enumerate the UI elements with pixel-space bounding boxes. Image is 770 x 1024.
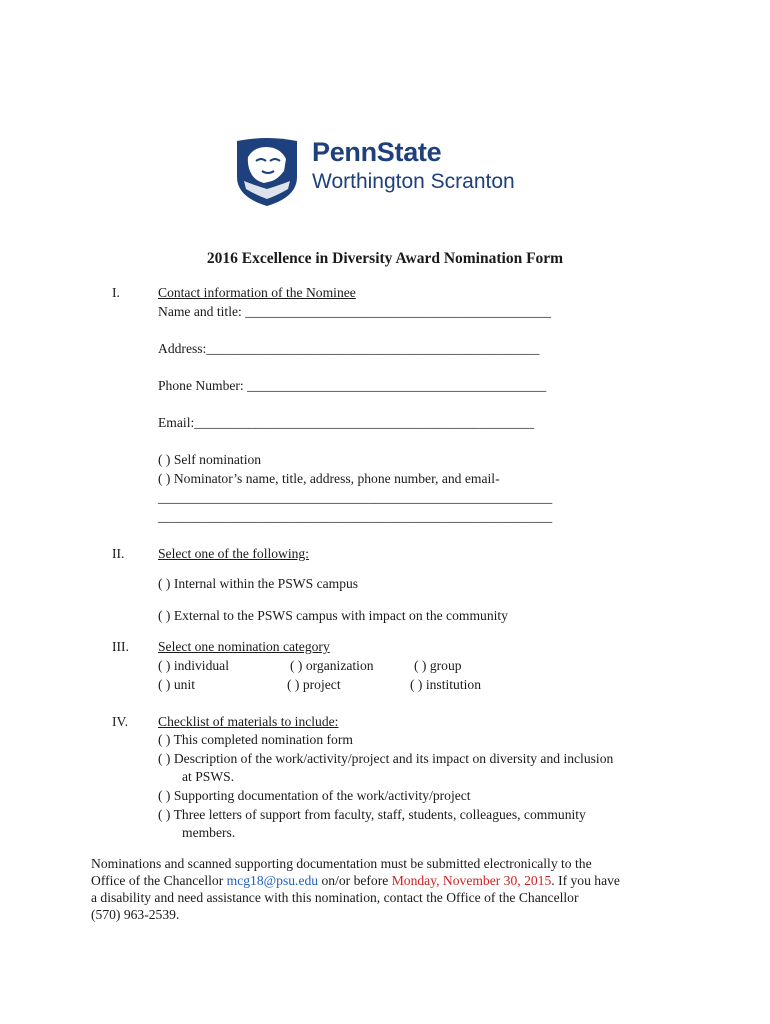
instructions-line-3: a disability and need assistance with this nomination, contact the Office of the Chancellor	[91, 890, 579, 905]
penn-state-logo	[234, 137, 544, 209]
instructions-line-2-post: . If you have	[551, 873, 620, 888]
nittany-lion-shield-icon	[234, 137, 300, 207]
category-institution[interactable]: ( ) institution	[410, 677, 481, 692]
section-4-numeral: IV.	[112, 714, 128, 729]
address-field[interactable]: Address:_________________________________________________	[158, 341, 540, 356]
category-unit[interactable]: ( ) unit	[158, 677, 195, 692]
internal-option[interactable]: ( ) Internal within the PSWS campus	[158, 576, 359, 591]
self-nomination-checkbox[interactable]: ( ) Self nomination	[158, 452, 262, 467]
section-2-numeral: II.	[112, 546, 125, 561]
submission-instructions	[91, 855, 691, 923]
external-option[interactable]: ( ) External to the PSWS campus with impact on the community	[158, 608, 508, 623]
form-title: 2016 Excellence in Diversity Award Nomination Form	[206, 250, 564, 267]
checklist-description[interactable]: ( ) Description of the work/activity/project and its impact on diversity and inclusion	[158, 751, 614, 766]
category-organization[interactable]: ( ) organization	[290, 658, 374, 673]
name-title-field[interactable]: Name and title: _____________________________________________	[158, 304, 552, 319]
nominator-blank-line-1[interactable]: __________________________________________________________	[158, 490, 553, 505]
instructions-line-2-pre: Office of the Chancellor	[91, 873, 227, 888]
instructions-line-1: Nominations and scanned supporting documentation must be submitted electronically to the	[91, 856, 592, 871]
nominator-blank-line-2[interactable]: __________________________________________________________	[158, 509, 553, 524]
checklist-nomination-form[interactable]: ( ) This completed nomination form	[158, 732, 353, 747]
checklist-letters-cont: members.	[182, 825, 236, 840]
phone-field[interactable]: Phone Number: ____________________________________________	[158, 378, 547, 393]
category-group[interactable]: ( ) group	[414, 658, 462, 673]
email-field[interactable]: Email:__________________________________________________	[158, 415, 535, 430]
logo-campus-name: Worthington Scranton	[312, 170, 515, 193]
section-1-heading: Contact information of the Nominee	[158, 285, 356, 300]
section-2-heading: Select one of the following:	[158, 546, 310, 561]
section-4-heading: Checklist of materials to include:	[158, 714, 339, 729]
logo-wordmark: PennState	[312, 137, 442, 167]
instructions-line-2-mid: on/or before	[318, 873, 392, 888]
category-project[interactable]: ( ) project	[287, 677, 341, 692]
deadline-date: Monday, November 30, 2015	[391, 873, 552, 888]
checklist-supporting-docs[interactable]: ( ) Supporting documentation of the work/activity/project	[158, 788, 471, 803]
category-individual[interactable]: ( ) individual	[158, 658, 229, 673]
section-3-numeral: III.	[112, 639, 129, 654]
checklist-description-cont: at PSWS.	[182, 769, 235, 784]
section-3-heading: Select one nomination category	[158, 639, 330, 654]
section-1-numeral: I.	[112, 285, 120, 300]
chancellor-phone: (570) 963-2539.	[91, 907, 180, 922]
checklist-letters[interactable]: ( ) Three letters of support from faculty, staff, students, colleagues, community	[158, 807, 586, 822]
nominator-info-checkbox[interactable]: ( ) Nominator’s name, title, address, phone number, and email-	[158, 471, 500, 486]
chancellor-email-link[interactable]: mcg18@psu.edu	[226, 873, 319, 888]
